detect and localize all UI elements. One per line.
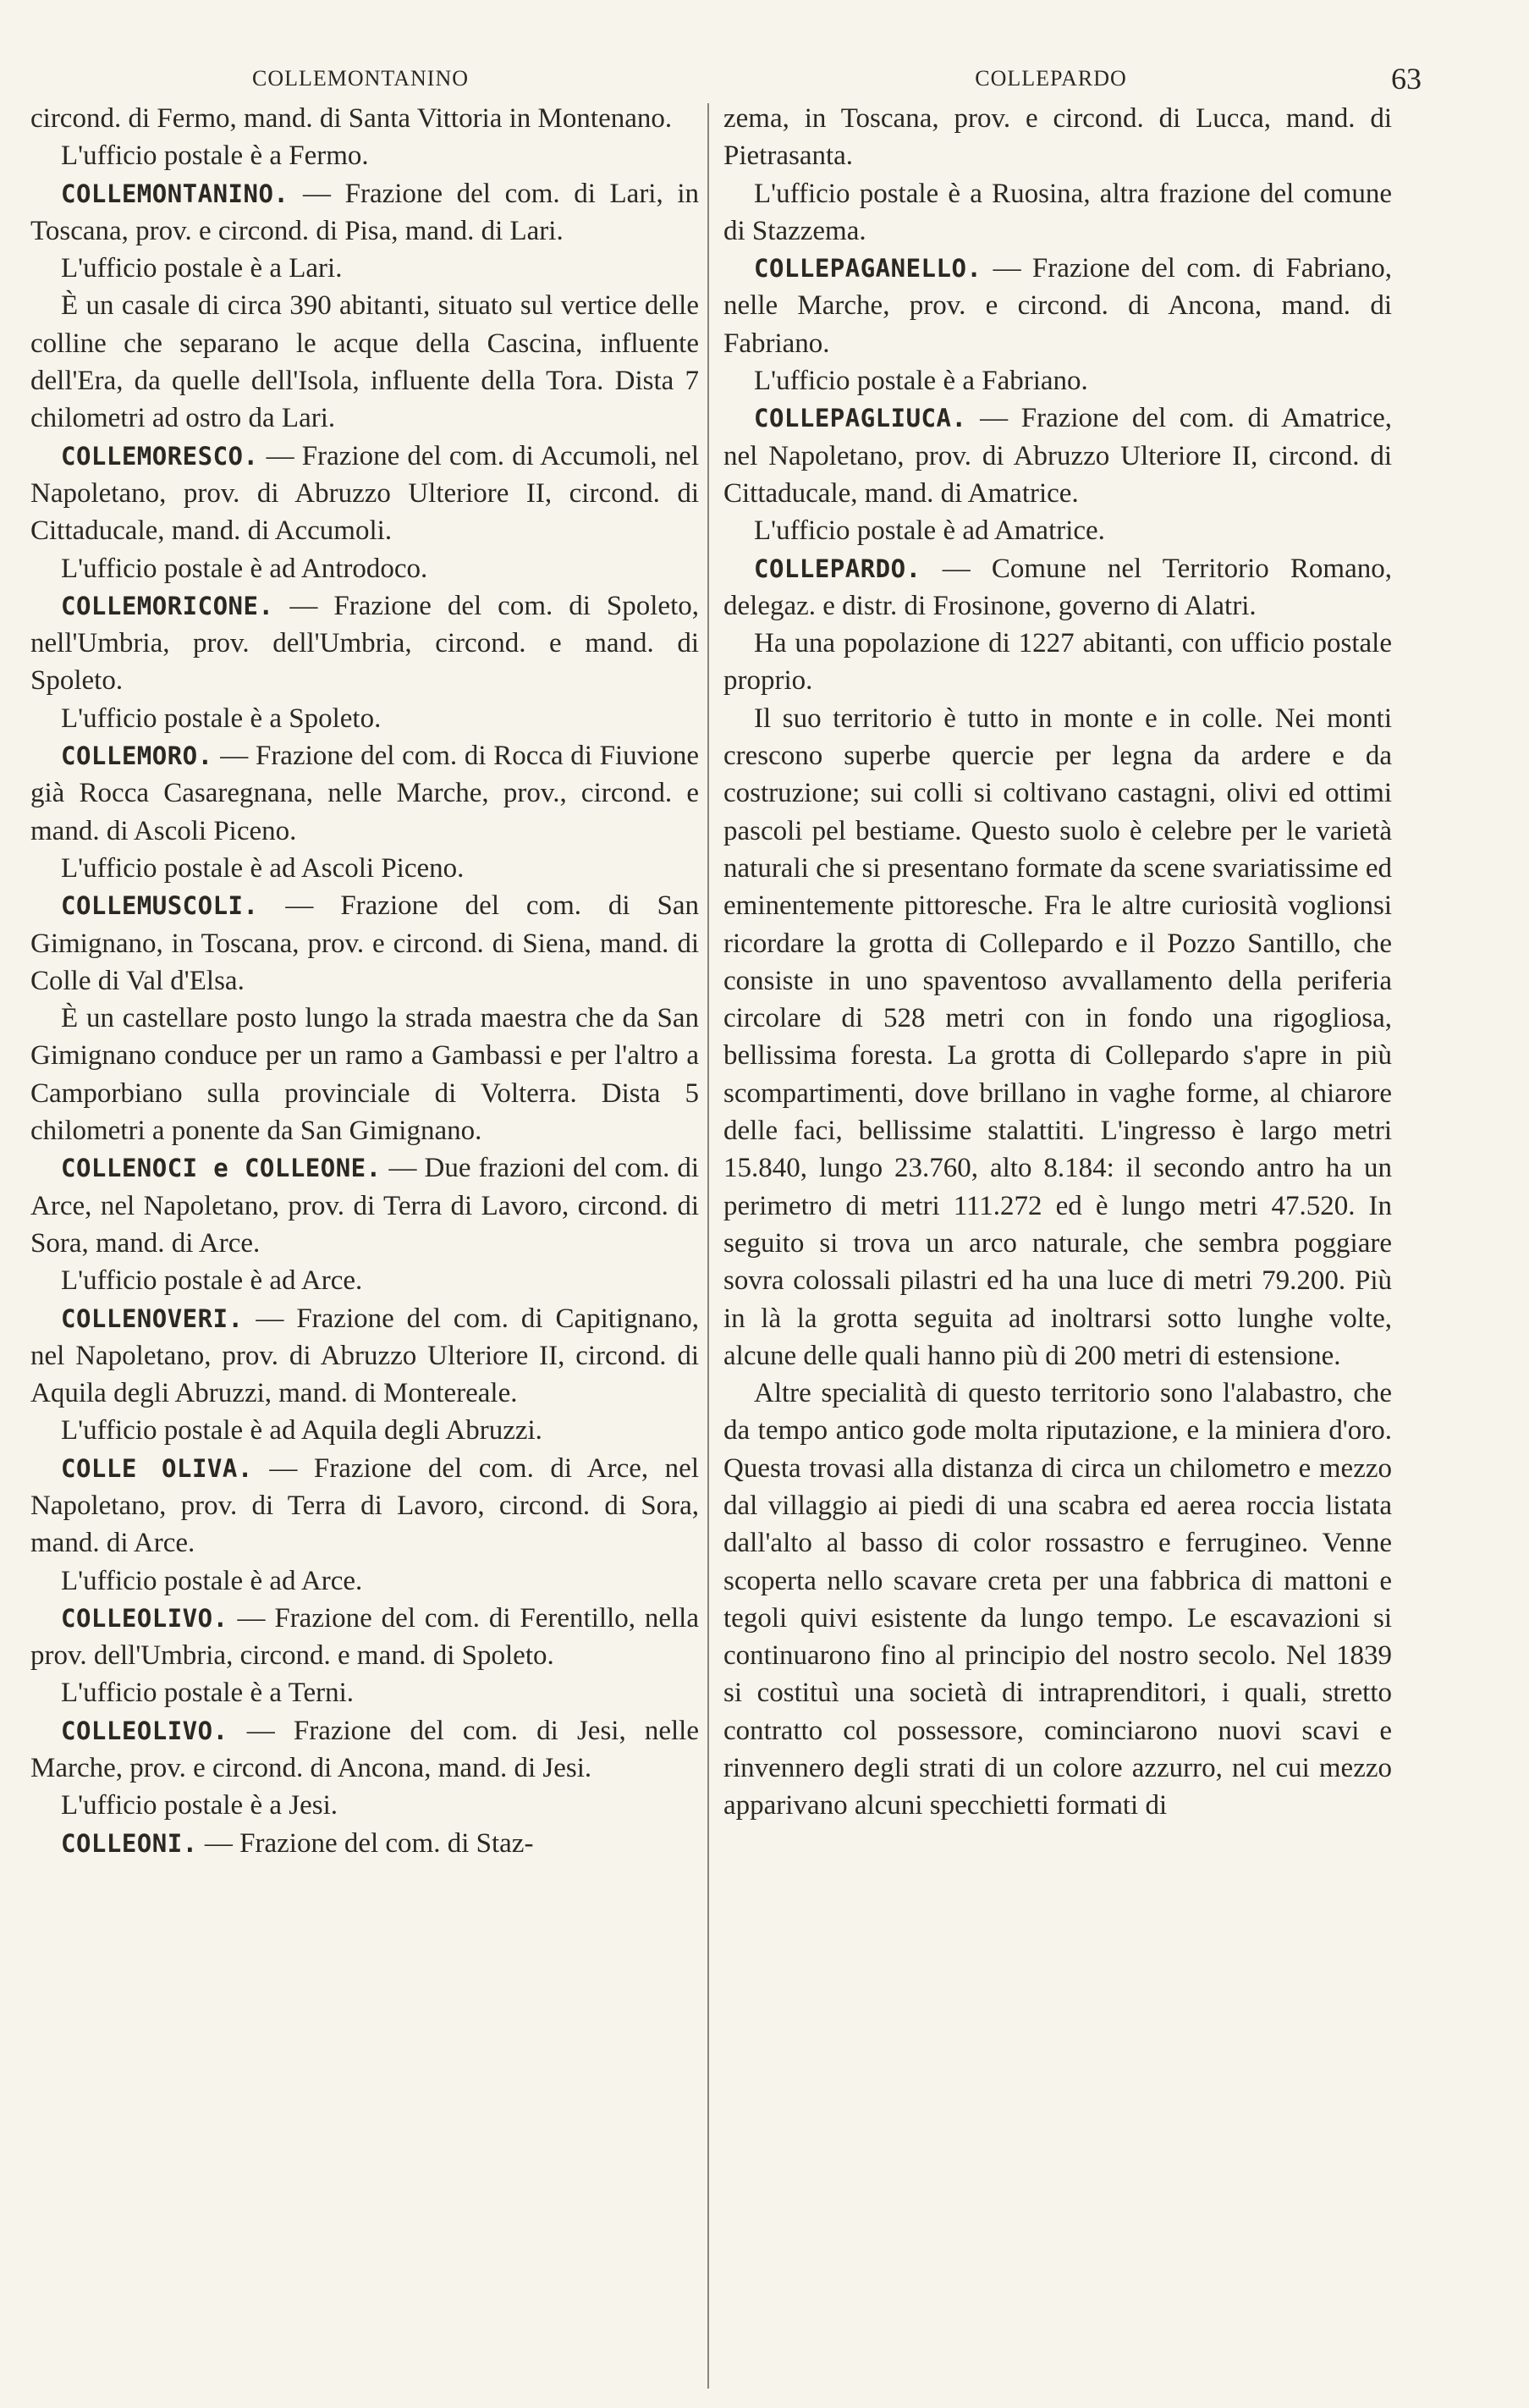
entry-text: L'ufficio postale è ad Amatrice.: [754, 515, 1105, 547]
entry-text: L'ufficio postale è ad Arce.: [61, 1565, 363, 1596]
entry-text: L'ufficio postale è a Terni.: [61, 1678, 355, 1709]
entry-text: — Frazione del com. di Ferentillo, nella prov. dell'Umbria, circond. e mand. di Spoleto.: [30, 1602, 699, 1672]
dictionary-entry: [30, 175, 699, 251]
entry-headword: COLLEMORICONE.: [61, 591, 274, 620]
entry-text: L'ufficio postale è a Ruosina, altra frazione del comune di Stazzema.: [723, 178, 1392, 246]
dictionary-entry: [723, 250, 1392, 362]
entry-text: — Frazione del com. di Spoleto, nell'Umbria, prov. dell'Umbria, circond. e mand. di Spoleto.: [30, 590, 699, 697]
entry-text: — Frazione del com. di Staz-: [197, 1827, 534, 1859]
dictionary-entry: [30, 1600, 699, 1675]
entry-text: L'ufficio postale è a Fermo.: [61, 141, 369, 172]
entry-headword: COLLEONI.: [61, 1828, 198, 1858]
dictionary-entry: [30, 737, 699, 850]
entry-text: — Frazione del com. di Accumoli, nel Napoletano, prov. di Abruzzo Ulteriore II, circond. di Cittaducale, mand. di Accumoli.: [30, 440, 699, 547]
entry-text: — Frazione del com. di Capitignano, nel Napoletano, prov. di Abruzzo Ulteriore II, circond. di Aquila degli Abruzzi, mand. di Montereale.: [30, 1303, 699, 1409]
entry-text: — Due frazioni del com. di Arce, nel Napoletano, prov. di Terra di Lavoro, circond. di Sora, mand. di Arce.: [30, 1153, 699, 1259]
dictionary-entry: [723, 550, 1392, 625]
entry-text: zema, in Toscana, prov. e circond. di Lucca, mand. di Pietrasanta.: [723, 103, 1392, 172]
paragraph: [30, 850, 699, 887]
entry-headword: COLLEOLIVO.: [61, 1716, 228, 1745]
entry-text: Altre specialità di questo territorio sono l'alabastro, che da tempo antico gode molta riputazione, e la miniera d'oro. Questa trovasi alla distanza di circa un chilometro e mezzo dal villaggio ai piedi di una scabra ed aerea roccia listata dall'alto al basso di color rossastro e ferrugineo. Venne scoperta nello scavare creta per una fabbrica di mattoni e tegoli quivi esistente da lungo tempo. Le escavazioni si continuarono fino al principio del nostro secolo. Nel 1839 si costituì una società di intraprenditori, i quali, stretto contratto col possessore, cominciarono nuovi scavi e rinvennero degli strati di un colore azzurro, nel cui mezzo apparivano alcuni specchietti formati di: [723, 1378, 1392, 1821]
entry-text: — Frazione del com. di Amatrice, nel Napoletano, prov. di Abruzzo Ulteriore II, circond. di Cittaducale, mand. di Amatrice.: [723, 403, 1392, 509]
dictionary-entry: [30, 1300, 699, 1413]
entry-text: circond. di Fermo, mand. di Santa Vittoria in Montenano.: [30, 103, 673, 134]
paragraph: [30, 1000, 699, 1149]
entry-headword: COLLEPARDO.: [754, 554, 921, 583]
entry-headword: COLLEPAGLIUCA.: [754, 404, 967, 433]
paragraph: [30, 1674, 699, 1711]
paragraph: [30, 700, 699, 737]
dictionary-entry: [30, 1149, 699, 1262]
entry-headword: COLLEMUSCOLI.: [61, 891, 259, 921]
paragraph: [723, 100, 1392, 175]
entry-text: L'ufficio postale è ad Antrodoco.: [61, 553, 428, 584]
entry-headword: COLLENOVERI.: [61, 1303, 244, 1333]
paragraph: [723, 625, 1392, 700]
entry-text: — Frazione del com. di Lari, in Toscana, prov. e circond. di Pisa, mand. di Lari.: [30, 178, 699, 246]
entry-headword: COLLEPAGANELLO.: [754, 254, 982, 284]
entry-text: L'ufficio postale è a Lari.: [61, 253, 343, 284]
paragraph: [30, 550, 699, 587]
entry-text: L'ufficio postale è a Jesi.: [61, 1790, 338, 1821]
entry-text: L'ufficio postale è ad Ascoli Piceno.: [61, 852, 465, 884]
paragraph: [30, 100, 699, 137]
entry-text: — Frazione del com. di Fabriano, nelle Marche, prov. e circond. di Ancona, mand. di Fabriano.: [723, 253, 1392, 359]
running-head-left: COLLEMONTANINO: [252, 66, 469, 91]
entry-text: È un casale di circa 390 abitanti, situato sul vertice delle colline che separano le acque della Cascina, influente dell'Era, da quelle dell'Isola, influente della Tora. Dista 7 chilometri ad ostro da Lari.: [30, 290, 699, 434]
entry-headword: COLLEMORO.: [61, 741, 213, 771]
paragraph: [30, 1787, 699, 1824]
paragraph: [30, 287, 699, 437]
dictionary-entry: [723, 399, 1392, 512]
entry-text: — Comune nel Territorio Romano, delegaz. e distr. di Frosinone, governo di Alatri.: [723, 553, 1392, 621]
entry-text: — Frazione del com. di Arce, nel Napoletano, prov. di Terra di Lavoro, circond. di Sora, mand. di Arce.: [30, 1452, 699, 1559]
paragraph: [723, 1375, 1392, 1825]
paragraph: [723, 512, 1392, 549]
entry-text: L'ufficio postale è a Spoleto.: [61, 703, 382, 734]
entry-text: Il suo territorio è tutto in monte e in colle. Nei monti crescono superbe quercie per legna da ardere e da costruzione; sui colli si coltivano castagni, olivi ed ottimi pascoli pel bestiame. Questo suolo è celebre per le varietà naturali che si presentano formate da scene svariatissime ed eminentemente pittoresche. Fra le altre curiosità voglionsi ricordare la grotta di Collepardo e il Pozzo Santillo, che consiste in uno spaventoso avvallamento della periferia circolare di 528 metri con in fondo una rigogliosa, bellissima foresta. La grotta di Collepardo s'apre in più scompartimenti, dove brillano in vaghe forme, al chiarore delle faci, bellissime stalattiti. L'ingresso è largo metri 15.840, lungo 23.760, alto 8.184: il secondo antro ha un perimetro di metri 111.272 ed è lungo metri 47.520. In seguito si trova un arco naturale, che sembra poggiare sovra colossali pilastri ed ha una luce di metri 79.200. Più in là la grotta seguita ad inoltrarsi sotto lunghe volte, alcune delle quali hanno più di 200 metri di estensione.: [723, 703, 1392, 1371]
entry-text: — Frazione del com. di Jesi, nelle Marche, prov. e circond. di Ancona, mand. di Jesi.: [30, 1715, 699, 1784]
paragraph: [723, 700, 1392, 1375]
paragraph: [30, 1562, 699, 1600]
entry-text: L'ufficio postale è a Fabriano.: [754, 366, 1088, 397]
dictionary-entry: [30, 587, 699, 700]
paragraph: [30, 1412, 699, 1449]
dictionary-entry: [30, 438, 699, 550]
page-number: 63: [1391, 62, 1422, 96]
dictionary-entry: [30, 1712, 699, 1788]
dictionary-entry: [30, 1825, 699, 1862]
entry-text: L'ufficio postale è ad Aquila degli Abruzzi.: [61, 1415, 542, 1446]
running-head-right: COLLEPARDO: [975, 66, 1127, 91]
entry-text: L'ufficio postale è ad Arce.: [61, 1265, 363, 1297]
entry-text: — Frazione del com. di Rocca di Fiuvione già Rocca Casaregnana, nelle Marche, prov., circond. e mand. di Ascoli Piceno.: [30, 741, 699, 846]
entry-text: — Frazione del com. di San Gimignano, in Toscana, prov. e circond. di Siena, mand. di Colle di Val d'Elsa.: [30, 890, 699, 996]
entry-headword: COLLEOLIVO.: [61, 1603, 228, 1633]
entry-text: È un castellare posto lungo la strada maestra che da San Gimignano conduce per un ramo a Gambassi e per l'altro a Camporbiano sulla provinciale di Volterra. Dista 5 chilometri a ponente da San Gimignano.: [30, 1003, 699, 1147]
paragraph: [30, 250, 699, 287]
paragraph: [723, 175, 1392, 251]
paragraph: [30, 1262, 699, 1299]
entry-headword: COLLE OLIVA.: [61, 1453, 253, 1483]
right-column: [723, 100, 1392, 2385]
dictionary-entry: [30, 887, 699, 1000]
paragraph: [30, 137, 699, 174]
entry-headword: COLLEMORESCO.: [61, 441, 259, 471]
entry-headword: COLLENOCI e COLLEONE.: [61, 1154, 382, 1183]
dictionary-entry: [30, 1450, 699, 1562]
column-divider: [707, 103, 709, 2389]
paragraph: [723, 362, 1392, 399]
entry-text: Ha una popolazione di 1227 abitanti, con ufficio postale proprio.: [723, 628, 1392, 697]
entry-headword: COLLEMONTANINO.: [61, 179, 289, 208]
left-column: [30, 100, 699, 2385]
